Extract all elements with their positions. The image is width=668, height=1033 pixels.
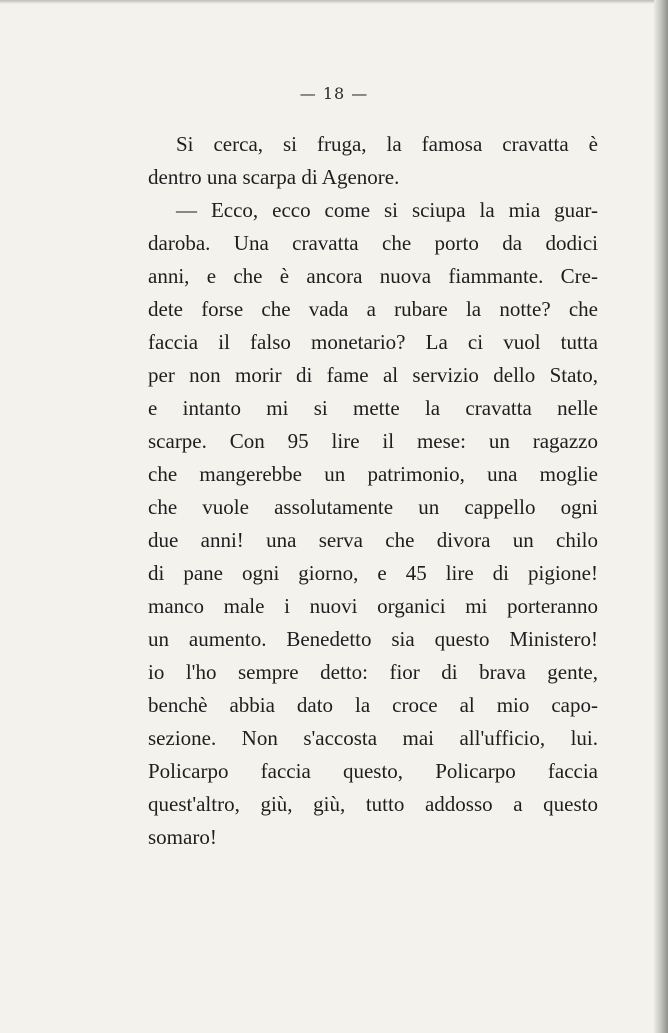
text-line: anni, e che è ancora nuova fiammante. Cre- — [148, 264, 598, 288]
text-line: e intanto mi si mette la cravatta nelle — [148, 396, 598, 420]
text-line: io l'ho sempre detto: fior di brava gente, — [148, 660, 598, 684]
text-line: che vuole assolutamente un cappello ogni — [148, 495, 598, 519]
text-line: Policarpo faccia questo, Policarpo faccia — [148, 759, 598, 783]
text-line: manco male i nuovi organici mi porteranno — [148, 594, 598, 618]
text-line: quest'altro, giù, giù, tutto addosso a questo — [148, 792, 598, 816]
text-line: dete forse che vada a rubare la notte? che — [148, 297, 598, 321]
text-line: faccia il falso monetario? La ci vuol tutta — [148, 330, 598, 354]
text-line: dentro una scarpa di Agenore. — [148, 165, 400, 189]
page-top-edge — [0, 0, 668, 4]
text-line: per non morir di fame al servizio dello Stato, — [148, 363, 598, 387]
text-line: due anni! una serva che divora un chilo — [148, 528, 598, 552]
text-line: daroba. Una cravatta che porto da dodici — [148, 231, 598, 255]
page-number: — 18 — — [299, 84, 369, 103]
text-line: un aumento. Benedetto sia questo Ministero! — [148, 627, 598, 651]
text-line: scarpe. Con 95 lire il mese: un ragazzo — [148, 429, 598, 453]
page-binding-edge — [654, 0, 668, 1033]
text-line: somaro! — [148, 825, 217, 849]
body-text — [148, 128, 598, 854]
text-line: — Ecco, ecco come si sciupa la mia guar- — [176, 198, 598, 222]
text-line: Si cerca, si fruga, la famosa cravatta è — [176, 132, 598, 156]
text-line: sezione. Non s'accosta mai all'ufficio, lui. — [148, 726, 598, 750]
text-line: che mangerebbe un patrimonio, una moglie — [148, 462, 598, 486]
text-line: di pane ogni giorno, e 45 lire di pigione! — [148, 561, 598, 585]
text-line: benchè abbia dato la croce al mio capo- — [148, 693, 598, 717]
